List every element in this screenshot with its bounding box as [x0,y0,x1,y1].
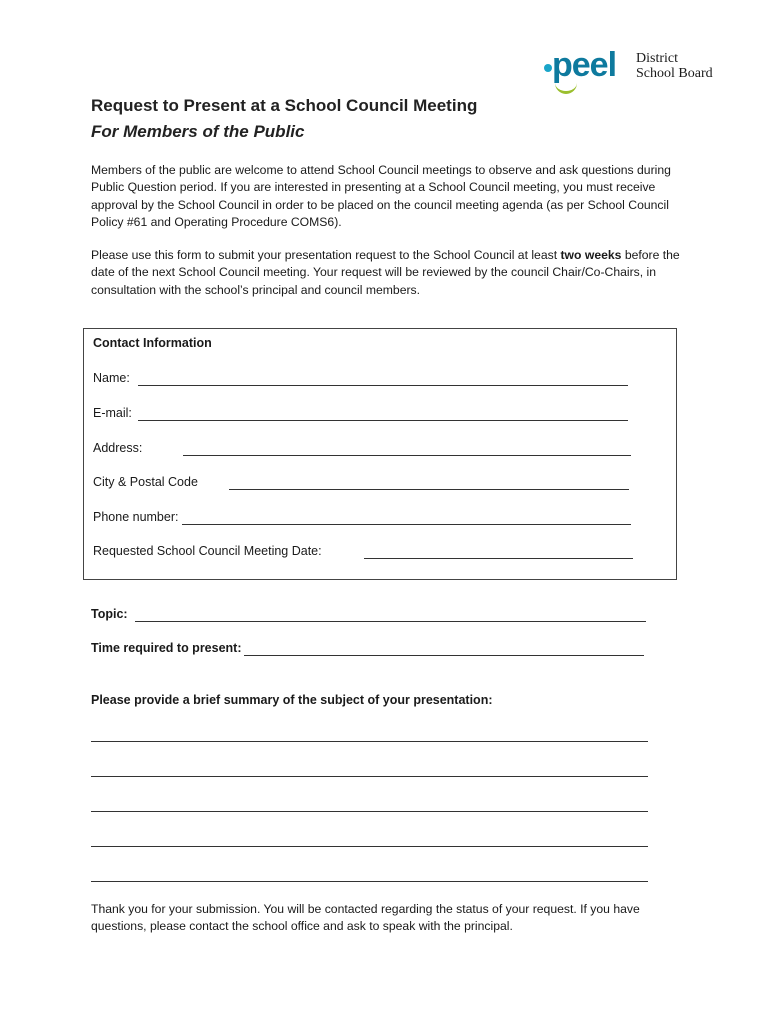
page-title: Request to Present at a School Council Meeting [91,96,478,115]
time-required-label: Time required to present: [91,641,242,655]
contact-information-box [83,328,677,580]
logo-dot-icon [544,64,552,72]
logo-org-line1: District [636,51,678,66]
phone-label: Phone number: [93,510,179,524]
name-input-line[interactable] [138,385,628,386]
address-label: Address: [93,441,143,455]
name-label: Name: [93,371,130,385]
topic-field [91,607,128,621]
city-postal-input-line[interactable] [229,489,629,490]
summary-line-4[interactable] [91,846,648,847]
meeting-date-label: Requested School Council Meeting Date: [93,544,322,558]
summary-line-5[interactable] [91,881,648,882]
instructions-text-after: before the date of the next School Council meeting. Your request will be reviewed by the council Chair/Co-Chairs, in consultation with the school’s principal and council members. [91,248,680,297]
intro-paragraph: Members of the public are welcome to attend School Council meetings to observe and ask questions during Public Question period. If you are interested in presenting at a School Council meeting, you must receive approval by the School Council in order to be placed on the council meeting agenda (as per School Council Policy #61 and Operating Procedure COMS6). [91,163,671,229]
logo-smile-icon [555,80,577,94]
summary-prompt: Please provide a brief summary of the subject of your presentation: [91,693,493,707]
peel-logo-mark [541,46,641,96]
topic-input-line[interactable] [135,621,646,622]
instructions-emphasis: two weeks [560,248,622,262]
meeting-date-input-line[interactable] [364,558,633,559]
time-required-field [91,641,242,655]
summary-line-2[interactable] [91,776,648,777]
address-input-line[interactable] [183,455,631,456]
page-subtitle: For Members of the Public [91,122,305,141]
contact-heading: Contact Information [93,336,212,350]
email-label: E-mail: [93,406,132,420]
logo-org-line2: School Board [636,66,713,81]
phone-input-line[interactable] [182,524,631,525]
time-required-input-line[interactable] [244,655,644,656]
closing-paragraph: Thank you for your submission. You will be contacted regarding the status of your request. If you have questions, please contact the school office and ask to speak with the principal. [91,902,640,934]
peel-district-school-board-logo [541,46,721,96]
instructions-paragraph [91,247,691,299]
summary-line-1[interactable] [91,741,648,742]
logo-org-name [636,51,713,81]
email-input-line[interactable] [138,420,628,421]
summary-line-3[interactable] [91,811,648,812]
city-postal-label: City & Postal Code [93,475,198,489]
instructions-text-before: Please use this form to submit your presentation request to the School Council at least [91,248,561,262]
logo-wordmark: peel [552,46,617,84]
topic-label: Topic: [91,607,128,621]
